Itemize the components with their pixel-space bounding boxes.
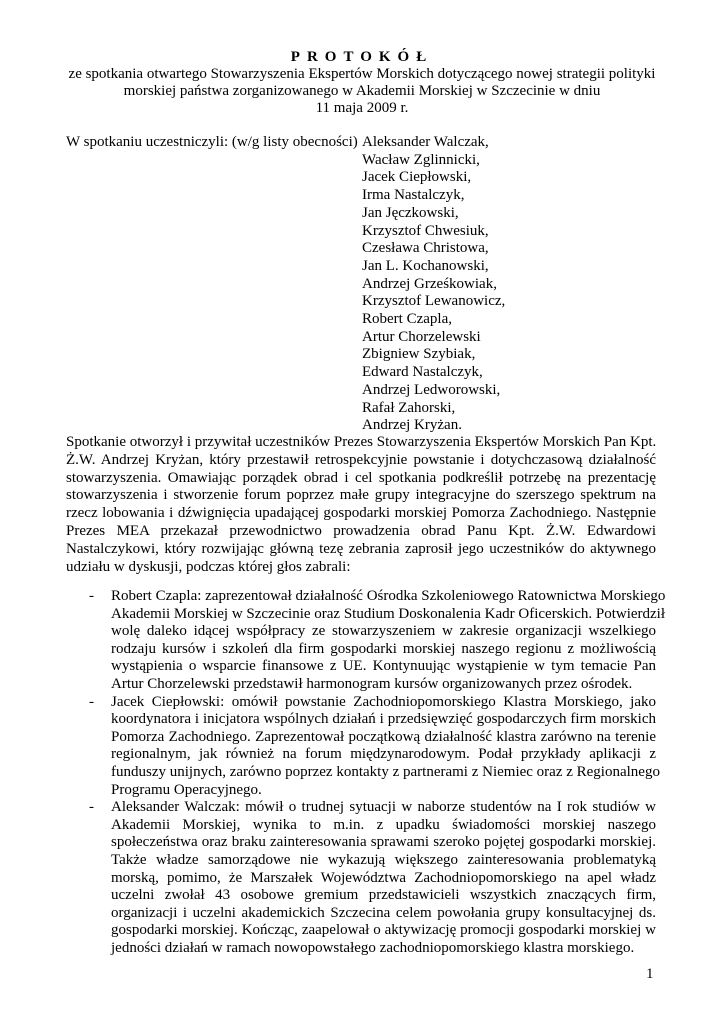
paragraph-line: stowarzyszenia i stworzenie forum poprzez małe grupy integracyjne do szerszego spektrum na [66, 487, 656, 504]
attendee-name: Krzysztof Chwesiuk, [362, 222, 489, 239]
attendee-name: Rafał Zahorski, [362, 399, 456, 416]
subtitle-line: morskiej państwa zorganizowanego w Akademii Morskiej w Szczecinie w dniu [123, 83, 601, 99]
speaker-line: rodzaju kursów i szkoleń dla firm gospodarki morskiej naszego regionu z możliwością [111, 640, 656, 657]
attendee-name: Czesława Christowa, [362, 240, 489, 257]
speaker-line: morską, pomimo, że Marszałek Województwa Zachodniopomorskiego na apel władz [111, 869, 656, 886]
speaker-line: Akademii Morskiej, wynika to m.in. z upadku świadomości morskiej naszego [111, 816, 656, 833]
attendee-name: Artur Chorzelewski [362, 328, 481, 345]
attendee-name: Aleksander Walczak, [362, 134, 489, 150]
speaker-line: organizacji i uczelni akademickich Szczecina celem powołania grupy konsultacyjnej ds. [111, 904, 656, 921]
speaker-line: Aleksander Walczak: mówił o trudnej sytuacji w naborze studentów na I rok studiów w [111, 799, 656, 816]
speaker-item-cieplowski [66, 693, 660, 800]
paragraph-line: udziału w dyskusji, podczas której głos zabrali: [66, 558, 351, 575]
speaker-line: Także władze samorządowe nie wykazują większego zainteresowania problematyką [111, 851, 656, 868]
attendance-list [362, 134, 505, 435]
attendee-name: Wacław Zglinnicki, [362, 151, 480, 168]
attendee-name: Jacek Ciepłowski, [362, 169, 472, 186]
speaker-item-walczak [66, 799, 656, 957]
page-title: PROTOKÓŁ [290, 49, 434, 65]
document-subtitle [60, 66, 664, 117]
attendee-name: Jan L. Kochanowski, [362, 257, 489, 274]
speaker-line: gospodarki morskiej. Kończąc, zaapelował o aktywizację promocji gospodarki morskiej w [111, 922, 656, 939]
paragraph-line: Spotkanie otworzył i przywitał uczestników Prezes Stowarzyszenia Ekspertów Morskich Pan Kpt. [66, 434, 657, 450]
bullet-dash: - [89, 693, 94, 710]
speaker-line: Programu Operacyjnego. [111, 781, 262, 798]
attendee-name: Andrzej Kryżan. [362, 417, 462, 434]
page-number: 1 [646, 966, 654, 982]
speaker-line: społeczeństwa oraz braku zainteresowania sprawami szeroko pojętej gospodarki morskiej. [111, 834, 656, 851]
attendee-name: Zbigniew Szybiak, [362, 346, 476, 363]
attendee-name: Edward Nastalczyk, [362, 364, 483, 381]
subtitle-line: ze spotkania otwartego Stowarzyszenia Ekspertów Morskich dotyczącego nowej strategii polityki [68, 66, 656, 82]
speaker-line: Robert Czapla: zaprezentował działalność Ośrodka Szkoleniowego Ratownictwa Morskiego [111, 588, 666, 604]
paragraph-line: Nastalczykowi, który rozwijając główną tezę zebrania zaprosił jego uczestników do aktywnego [66, 540, 656, 557]
speaker-line: Akademii Morskiej w Szczecinie oraz Studium Doskonalenia Kadr Oficerskich. Potwierdził [111, 605, 666, 622]
paragraph-line: Prezes MEA przekazał przewodnictwo prowadzenia obrad Panu Kpt. Ż.W. Edwardowi [66, 522, 656, 539]
subtitle-line: 11 maja 2009 r. [315, 100, 409, 116]
intro-paragraph [66, 434, 656, 576]
speakers-list [66, 588, 666, 957]
speaker-line: Jacek Ciepłowski: omówił powstanie Zachodniopomorskiego Klastra Morskiego, jako [111, 693, 656, 710]
speaker-line: jedności działań w ramach nowopowstałego zachodniopomorskiego klastra morskiego. [111, 939, 635, 956]
paragraph-line: stowarzyszenia. Omawiając porządek obrad i cel spotkania podkreślił potrzebę na prezentację [66, 469, 656, 486]
speaker-line: regionalnym, jak również na forum międzynarodowym. Podał przykłady aplikacji z [111, 746, 656, 763]
paragraph-line: Ż.W. Andrzej Kryżan, który przestawił retrospekcyjnie powstanie i dotychczasową działalność [66, 451, 656, 468]
speaker-line: uczelni zwołał 43 osobowe gremium przedstawicieli wszystkich znaczących firm, [111, 887, 656, 904]
speaker-line: Artur Chorzelewski przedstawił harmonogram kursów organizowanych przez ośrodek. [111, 675, 633, 692]
attendee-name: Irma Nastalczyk, [362, 187, 465, 204]
bullet-dash: - [89, 799, 94, 816]
speaker-line: koordynatora i inicjatora wspólnych działań i przedsięwzięć gospodarczych firm morskich [111, 711, 656, 728]
speaker-item-czapla [66, 588, 666, 694]
attendee-name: Andrzej Ledworowski, [362, 381, 501, 398]
attendance-label: W spotkaniu uczestniczyli: (w/g listy obecności) [66, 134, 358, 150]
bullet-dash: - [89, 588, 94, 604]
attendee-name: Jan Jęczkowski, [362, 204, 459, 221]
attendee-name: Andrzej Grześkowiak, [362, 275, 497, 292]
speaker-line: Pomorza Zachodniego. Zaprezentował początkową działalność klastra zarówno na terenie [111, 728, 656, 745]
attendee-name: Robert Czapla, [362, 311, 452, 328]
speaker-line: funduszy unijnych, zarówno poprzez kontakty z partnerami z Niemiec oraz z Regionalnego [111, 763, 660, 780]
speaker-line: wolę daleko idącej współpracy ze stowarzyszeniem w zakresie organizacji wszelkiego [111, 623, 656, 640]
attendee-name: Krzysztof Lewanowicz, [362, 293, 506, 310]
paragraph-line: rzecz lobowania i dźwignięcia upadającej gospodarki morskiej Pomorza Zachodniego. Następnie [66, 505, 656, 522]
speaker-line: wystąpienia o wsparcie finansowe z UE. Kontynuując wystąpienie w tym temacie Pan [111, 658, 656, 675]
